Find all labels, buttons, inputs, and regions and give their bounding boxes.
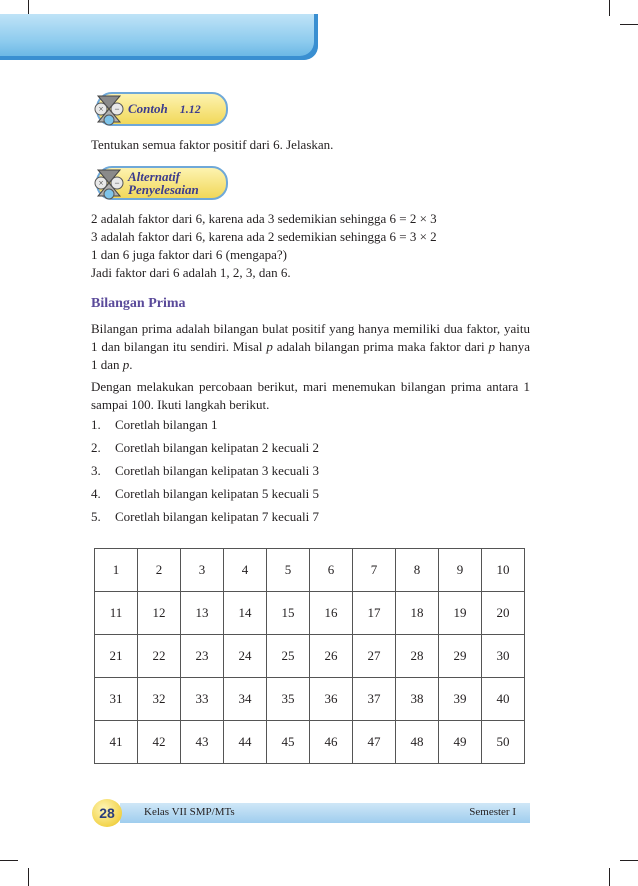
grid-cell: 41 (95, 721, 138, 764)
footer-band (120, 803, 530, 823)
answer-line: 3 adalah faktor dari 6, karena ada 2 sedemikian sehingga 6 = 3 × 2 (91, 229, 437, 244)
grid-cell: 3 (181, 549, 224, 592)
grid-cell: 12 (138, 592, 181, 635)
grid-cell: 28 (396, 635, 439, 678)
page-number: 28 (92, 799, 122, 827)
grid-cell: 30 (482, 635, 525, 678)
operations-emblem-icon (92, 92, 126, 126)
question-text: Tentukan semua faktor positif dari 6. Jelaskan. (91, 137, 334, 152)
grid-cell: 4 (224, 549, 267, 592)
grid-cell: 17 (353, 592, 396, 635)
intro-text: Dengan melakukan percobaan berikut, mari menemukan bilangan prima antara 1 sampai 100. Ikuti langkah berikut. (91, 379, 530, 412)
grid-cell: 37 (353, 678, 396, 721)
grid-cell: 35 (267, 678, 310, 721)
grid-cell: 5 (267, 549, 310, 592)
definition-text: Bilangan prima adalah bilangan bulat positif yang hanya memiliki dua faktor, yaitu 1 dan bilangan itu sendiri. Misal p adalah bilangan prima maka faktor dari p hanya 1 dan p. (91, 321, 530, 372)
grid-cell: 6 (310, 549, 353, 592)
header-band (0, 14, 318, 60)
solution-badge (96, 166, 228, 200)
footer-book: Kelas VII SMP/MTs (144, 806, 235, 818)
solution-label-line1: Alternatif (128, 169, 181, 184)
section-title: Bilangan Prima (91, 296, 186, 311)
grid-cell: 34 (224, 678, 267, 721)
list-item: 2. Coretlah bilangan kelipatan 2 kecuali 2 (91, 440, 319, 455)
grid-cell: 44 (224, 721, 267, 764)
grid-cell: 46 (310, 721, 353, 764)
grid-cell: 29 (439, 635, 482, 678)
list-item: 1. Coretlah bilangan 1 (91, 417, 218, 432)
answer-line: 1 dan 6 juga faktor dari 6 (mengapa?) (91, 247, 288, 262)
grid-cell: 11 (95, 592, 138, 635)
svg-text:×: × (98, 104, 104, 114)
grid-cell: 39 (439, 678, 482, 721)
table-row (95, 635, 525, 678)
grid-cell: 36 (310, 678, 353, 721)
grid-cell: 27 (353, 635, 396, 678)
grid-cell: 13 (181, 592, 224, 635)
grid-cell: 32 (138, 678, 181, 721)
list-item: 4. Coretlah bilangan kelipatan 5 kecuali 5 (91, 486, 319, 501)
grid-cell: 50 (482, 721, 525, 764)
svg-text:×: × (98, 178, 104, 188)
grid-cell: 22 (138, 635, 181, 678)
example-badge (96, 92, 228, 126)
answer-block (91, 210, 530, 282)
answer-line: Jadi faktor dari 6 adalah 1, 2, 3, dan 6. (91, 265, 291, 280)
grid-cell: 48 (396, 721, 439, 764)
grid-cell: 2 (138, 549, 181, 592)
grid-cell: 43 (181, 721, 224, 764)
crop-mark (620, 860, 638, 861)
grid-cell: 19 (439, 592, 482, 635)
grid-cell: 33 (181, 678, 224, 721)
number-grid (94, 548, 525, 764)
table-row (95, 549, 525, 592)
table-row (95, 592, 525, 635)
example-number: 1.12 (179, 101, 201, 116)
grid-cell: 15 (267, 592, 310, 635)
list-item: 5. Coretlah bilangan kelipatan 7 kecuali 7 (91, 509, 319, 524)
grid-cell: 18 (396, 592, 439, 635)
table-row (95, 678, 525, 721)
grid-cell: 45 (267, 721, 310, 764)
grid-cell: 9 (439, 549, 482, 592)
solution-label-line2: Penyelesaian (128, 182, 199, 197)
grid-cell: 38 (396, 678, 439, 721)
answer-line: 2 adalah faktor dari 6, karena ada 3 sedemikian sehingga 6 = 2 × 3 (91, 211, 437, 226)
grid-cell: 10 (482, 549, 525, 592)
grid-cell: 1 (95, 549, 138, 592)
grid-cell: 42 (138, 721, 181, 764)
list-item: 3. Coretlah bilangan kelipatan 3 kecuali 3 (91, 463, 319, 478)
grid-cell: 25 (267, 635, 310, 678)
grid-cell: 47 (353, 721, 396, 764)
grid-cell: 24 (224, 635, 267, 678)
crop-mark (0, 860, 18, 861)
grid-cell: 21 (95, 635, 138, 678)
grid-cell: 20 (482, 592, 525, 635)
footer-semester: Semester I (469, 806, 516, 818)
grid-cell: 8 (396, 549, 439, 592)
crop-mark (609, 868, 610, 886)
crop-mark (609, 0, 610, 16)
grid-cell: 23 (181, 635, 224, 678)
crop-mark (620, 24, 638, 25)
grid-cell: 40 (482, 678, 525, 721)
svg-text:−: − (114, 178, 120, 188)
grid-cell: 7 (353, 549, 396, 592)
grid-cell: 49 (439, 721, 482, 764)
table-row (95, 721, 525, 764)
grid-cell: 16 (310, 592, 353, 635)
grid-cell: 31 (95, 678, 138, 721)
grid-cell: 26 (310, 635, 353, 678)
operations-emblem-icon (92, 166, 126, 200)
grid-cell: 14 (224, 592, 267, 635)
svg-text:−: − (114, 104, 120, 114)
crop-mark (28, 868, 29, 886)
steps-list (91, 413, 319, 528)
example-label: Contoh (128, 101, 168, 116)
